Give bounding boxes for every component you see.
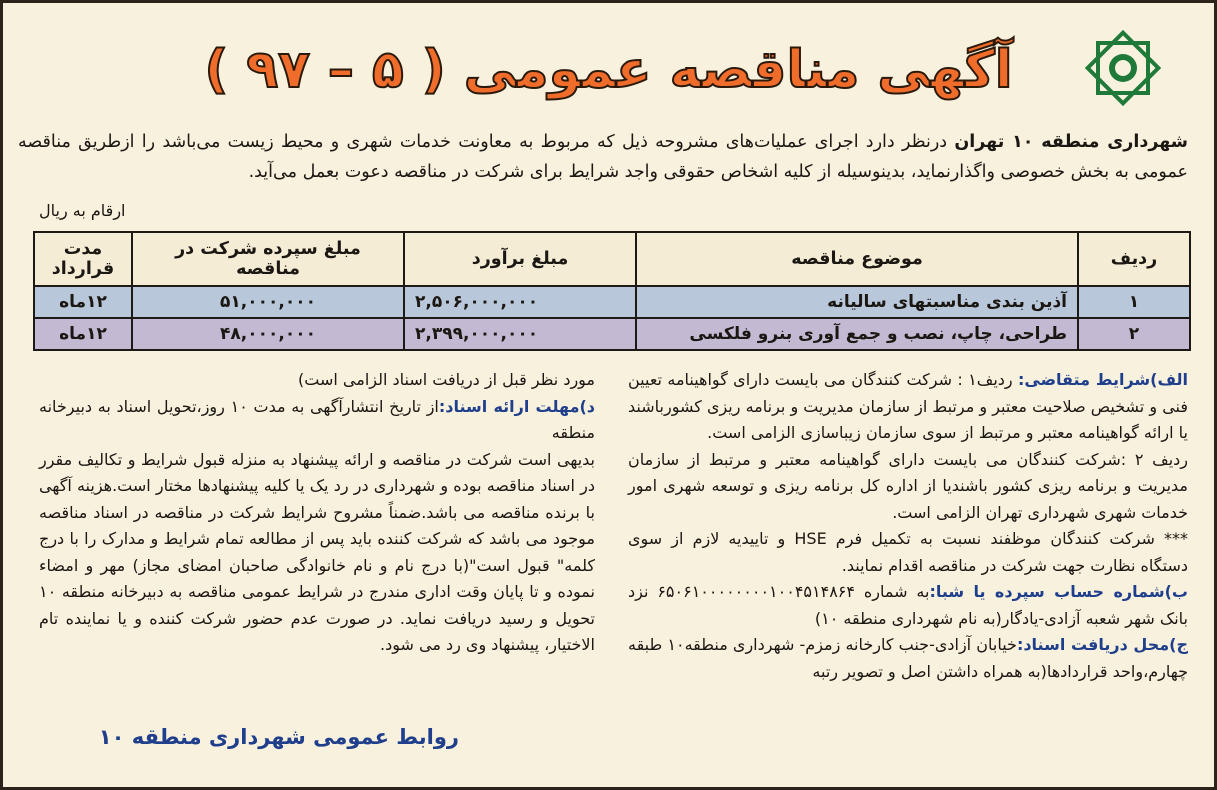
row-deposit: ۵۱,۰۰۰,۰۰۰	[132, 286, 404, 318]
row-subject: آذین بندی مناسبتهای سالیانه	[636, 286, 1078, 318]
section-d	[39, 394, 595, 447]
header-subject: موضوع مناقصه	[636, 232, 1078, 286]
section-c-label: ج)محل دریافت اسناد:	[1016, 635, 1188, 654]
public-relations-signature: روابط عمومی شهرداری منطقه ۱۰	[98, 725, 459, 749]
section-c-continued: مورد نظر قبل از دریافت اسناد الزامی است)	[298, 370, 595, 389]
table-row	[34, 286, 1190, 318]
row-number: ۱	[1078, 286, 1190, 318]
row-subject: طراحی، چاپ، نصب و جمع آوری بنرو فلکسی	[636, 318, 1078, 350]
intro-paragraph	[18, 127, 1188, 187]
section-b-text: به شماره ۶۵۰۶۱۰۰۰۰۰۰۰۰۱۰۰۴۵۱۴۸۶۴ نزد بانک شهر شعبه آزادی-یادگار(به نام شهرداری منطقه ۱۰)	[628, 582, 1188, 628]
section-a-row2: ردیف ۲ :شرکت کنندگان می بایست دارای گواهینامه معتبر و مرتبط از سازمان مدیریت و برنامه ریزی کشور باشندیا از اداره کل برنامه ریزی و توسعه شهری امور خدمات شهری شهرداری تهران الزامی است.	[628, 449, 1189, 522]
section-a-hse: *** شرکت کنندگان موظفند نسبت به تکمیل فرم HSE و تاییدیه لازم از سوی دستگاه نظارت جهت شرکت در مناقصه اقدام نمایند.	[628, 529, 1189, 575]
title-area	[3, 25, 1214, 115]
notice-title: آگهی مناقصه عمومی ( ۵ – ۹۷ )	[204, 40, 1013, 100]
intro-text: درنظر دارد اجرای عملیات‌های مشروحه ذیل که مربوط به معاونت خدمات شهری و محیط زیست می‌باشد را ازطریق مناقصه عمومی به بخش خصوصی واگذارنماید، بدینوسیله از کلیه اشخاص حقوقی واجد شرایط برای شرکت در مناقصه دعوت بعمل می‌آید.	[18, 132, 1188, 182]
header-row-number: ردیف	[1078, 232, 1190, 286]
section-c	[628, 632, 1188, 685]
conditions-column	[628, 367, 1188, 685]
section-a-label: الف)شرایط متقاضی:	[1017, 370, 1189, 389]
section-c-text: خیابان آزادی-جنب کارخانه زمزم- شهرداری منطقه۱۰ طبقه چهارم،واحد قراردادها(به همراه داشتن اصل و تصویر رتبه	[628, 635, 1188, 681]
row-deposit: ۴۸,۰۰۰,۰۰۰	[132, 318, 404, 350]
header-deposit: مبلغ سپرده شرکت در مناقصه	[132, 232, 404, 286]
table-row	[34, 318, 1190, 350]
row-number: ۲	[1078, 318, 1190, 350]
section-b-label: ب)شماره حساب سپرده یا شبا:	[929, 582, 1188, 601]
row-duration: ۱۲ماه	[34, 318, 132, 350]
organization-name: شهرداری منطقه ۱۰ تهران	[954, 132, 1188, 152]
row-estimate: ۲,۵۰۶,۰۰۰,۰۰۰	[404, 286, 636, 318]
row-estimate: ۲,۳۹۹,۰۰۰,۰۰۰	[404, 318, 636, 350]
row-duration: ۱۲ماه	[34, 286, 132, 318]
section-a	[628, 367, 1188, 447]
tender-table	[33, 231, 1191, 351]
section-d-text: از تاریخ انتشارآگهی به مدت ۱۰ روز،تحویل اسناد به دبیرخانه منطقه	[39, 396, 595, 442]
currency-unit-note: ارقام به ریال	[39, 201, 126, 220]
submission-column	[39, 367, 595, 659]
header-duration: مدت قرارداد	[34, 232, 132, 286]
section-b	[628, 579, 1188, 632]
section-d-label: د)مهلت ارائه اسناد:	[438, 396, 596, 416]
header-estimate: مبلغ برآورد	[404, 232, 636, 286]
table-header-row	[34, 232, 1190, 286]
section-a-text: ردیف۱ : شرکت کنندگان می بایست دارای گواهینامه تعیین فنی و تشخیص صلاحیت معتبر و مرتبط از سازمان مدیریت و برنامه ریزی کشورباشند یا ارائه گواهینامه معتبر و مرتبط از سوی سازمان زیباسازی الزامی است.	[628, 370, 1188, 442]
general-terms: بدیهی است شرکت در مناقصه و ارائه پیشنهاد به منزله قبول شرایط و تکالیف مقرر در اسناد مناقصه بوده و شهرداری در رد یک یا کلیه پیشنهادها مختار است.هزینه آگهی با برنده مناقصه می باشد.ضمناً مشروح شرایط شرکت در مناقصه در اسناد مناقصه موجود می باشد که شرکت کننده باید پس از مطالعه تمام شرایط و مدارک را با درج کلمه" قبول است"(با درج نام و نام خانوادگی صاحبان امضای مجاز) مهر و امضاء نموده و تا پایان وقت اداری مندرج در شرایط عمومی مناقصه به دبیرخانه منطقه ۱۰ تحویل و رسید دریافت نماید. در صورت عدم حضور شرکت کننده و یا نماینده تام الاختیار، پیشنهاد وی رد می شود.	[39, 449, 595, 654]
